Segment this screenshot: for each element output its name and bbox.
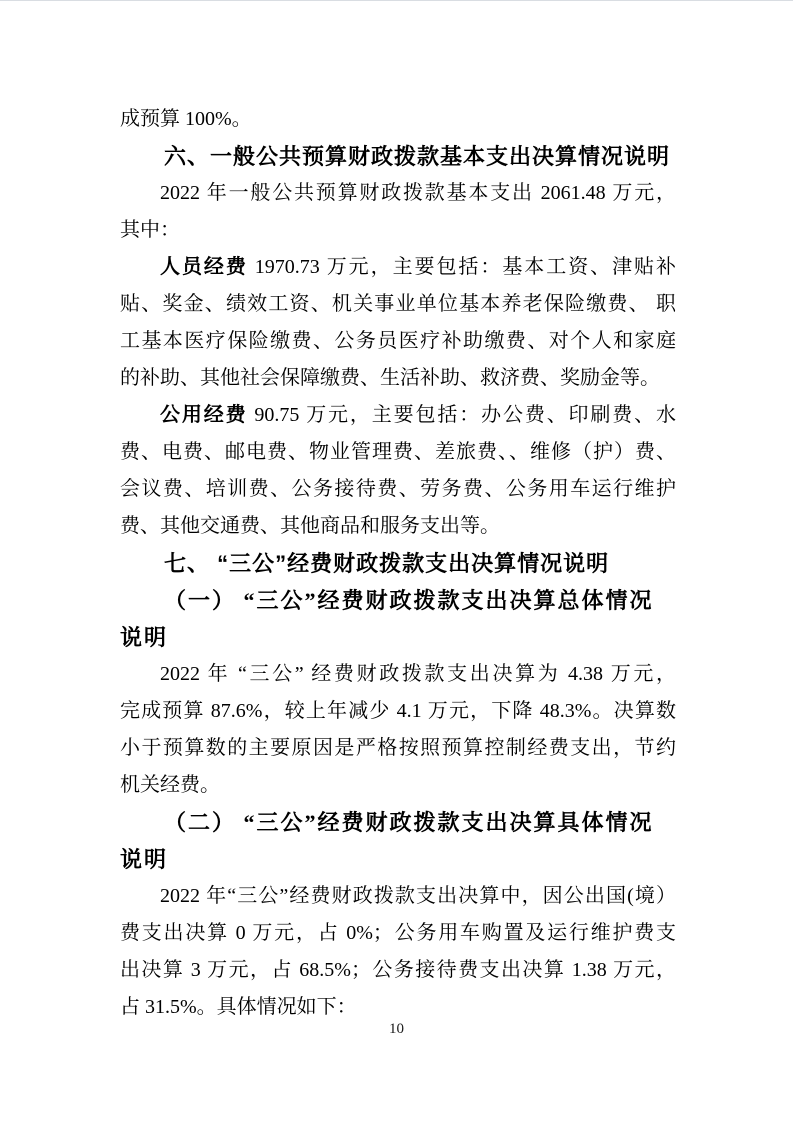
text-line: 费支出决算 0 万元，占 0%；公务用车购置及运行维护费支	[120, 922, 676, 944]
document-content	[120, 101, 676, 1026]
paragraph	[120, 175, 676, 249]
text-line: 七、 “三公”经费财政拨款支出决算情况说明	[164, 551, 610, 576]
text-line: 人员经费 1970.73 万元，主要包括：基本工资、津贴补	[160, 256, 676, 278]
text-line: 六、一般公共预算财政拨款基本支出决算情况说明	[164, 144, 671, 169]
paragraph	[120, 101, 676, 138]
paragraph-lead: 人员经费	[160, 256, 248, 278]
text-line: 完成预算 87.6%，较上年减少 4.1 万元，下降 48.3%。决算数	[120, 700, 676, 722]
text-line: 成预算 100%。	[120, 108, 252, 130]
text-line: 贴、奖金、绩效工资、机关事业单位基本养老保险缴费、 职	[120, 293, 676, 315]
text-line: 工基本医疗保险缴费、公务员医疗补助缴费、对个人和家庭	[120, 330, 676, 352]
paragraph	[120, 249, 676, 397]
text-line: 小于预算数的主要原因是严格按照预算控制经费支出，节约	[120, 737, 676, 759]
text-line: 费、其他交通费、其他商品和服务支出等。	[120, 515, 500, 537]
section-heading	[120, 582, 676, 656]
text-line: 机关经费。	[120, 774, 220, 796]
section-heading	[120, 138, 676, 175]
text-line: 2022 年“三公”经费财政拨款支出决算中，因公出国(境）	[160, 885, 676, 907]
paragraph-lead: 公用经费	[160, 404, 248, 426]
page-number: 10	[389, 1021, 404, 1037]
section-heading	[120, 545, 676, 582]
text-line: 的补助、其他社会保障缴费、生活补助、救济费、奖励金等。	[120, 367, 660, 389]
text-line: 出决算 3 万元，占 68.5%；公务接待费支出决算 1.38 万元，	[120, 959, 676, 981]
text-line: （一） “三公”经费财政拨款支出决算总体情况说明	[120, 588, 654, 650]
text-line: 公用经费 90.75 万元，主要包括：办公费、印刷费、水	[160, 404, 676, 426]
text-line: 会议费、培训费、公务接待费、劳务费、公务用车运行维护	[120, 478, 676, 500]
text-line: 费、电费、邮电费、物业管理费、差旅费、、维修（护）费、	[120, 441, 676, 463]
text-line: （二） “三公”经费财政拨款支出决算具体情况说明	[120, 810, 654, 872]
text-line: 其中：	[120, 219, 180, 241]
section-heading	[120, 804, 676, 878]
paragraph	[120, 656, 676, 804]
text-line: 2022 年一般公共预算财政拨款基本支出 2061.48 万元，	[160, 182, 676, 204]
text-line: 占 31.5%。具体情况如下：	[120, 996, 357, 1018]
text-line: 2022 年 “三公” 经费财政拨款支出决算为 4.38 万元，	[160, 663, 676, 685]
paragraph	[120, 397, 676, 545]
paragraph	[120, 878, 676, 1026]
